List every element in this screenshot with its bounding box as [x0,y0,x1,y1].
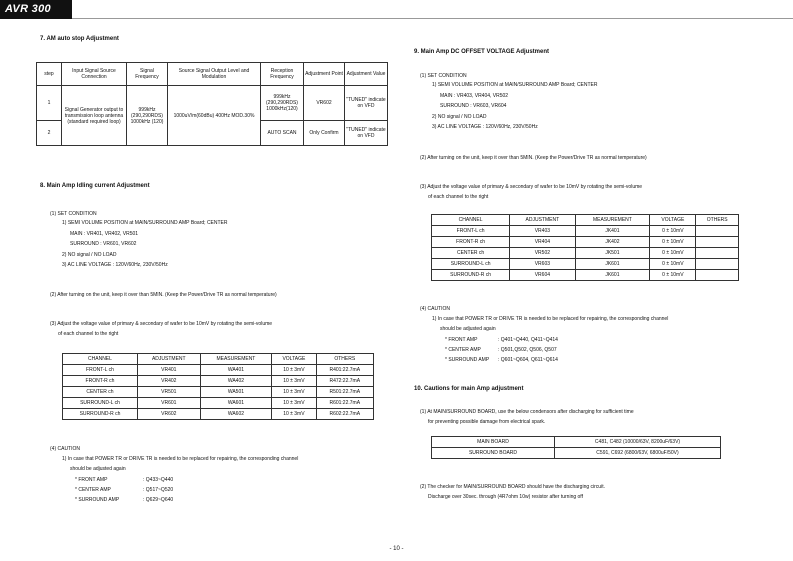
table-row [432,248,739,259]
amp-item-name: * SURROUND AMP [75,497,120,503]
cell-board: MAIN BOARD [432,437,555,448]
cell-capacitors: C481, C482 (10000/63V, 8200uF/63V) [555,437,721,448]
cell-voltage: 10 ± 3mV [272,398,316,409]
condition-2: 2) NO signal / NO LOAD [432,114,487,120]
cell-reception: 999kHz (290,290RDS) 1000kHz(120) [261,86,304,121]
cell-voltage: 10 ± 3mV [272,376,316,387]
table-row [63,365,374,376]
col-step: step [37,63,62,86]
cell-adjustment: VR502 [510,248,575,259]
amp-item-value: : Q517~Q520 [143,487,174,493]
cell-voltage: 0 ± 10mV [650,270,696,281]
step-2-text: (2) After turning on the unit, keep it over than 5MIN. (Keep the Power/Drive TR as normal temperature) [50,292,277,298]
cell-channel: SURROUND-R ch [63,409,138,420]
step-3-text: (3) Adjust the voltage value of primary & secondary of wafer to be 10mV by rotating the semi-volume [420,184,643,190]
section-7-title: 7. AM auto stop Adjustment [40,36,119,42]
cell-measurement: JK601 [575,259,650,270]
caution-p1: (1) At MAIN/SURROUND BOARD, use the below condensors after discharging for sufficient time [420,409,634,415]
cell-channel: FRONT-R ch [432,237,510,248]
col-voltage: VOLTAGE [650,215,696,226]
table-row [432,270,739,281]
step-2-text: (2) After turning on the unit, keep it over than 5MIN. (Keep the Power/Drive TR as normal temperature) [420,155,647,161]
cell-measurement: WA402 [200,376,272,387]
cell-measurement: JK402 [575,237,650,248]
cell-step: 1 [37,86,62,121]
cell-voltage: 0 ± 10mV [650,248,696,259]
table-row [63,387,374,398]
amp-item-name: * SURROUND AMP [445,357,490,363]
cell-others: R601:22.7mA [316,398,373,409]
cell-channel: FRONT-L ch [63,365,138,376]
condition-1: 1) SEMI VOLUME POSITION at MAIN/SURROUND AMP Board; CENTER [432,82,598,88]
condition-3: 3) AC LINE VOLTAGE : 120V/60Hz, 230V/50Hz [432,124,538,130]
step-3-text-cont: of each channel to the right [428,194,489,200]
cell-channel: CENTER ch [432,248,510,259]
caution-heading: (4) CAUTION [50,446,80,452]
amp-item-name: * CENTER AMP [445,347,481,353]
table-row [63,376,374,387]
model-name: AVR 300 [5,3,51,15]
col-adjustment: ADJUSTMENT [510,215,575,226]
section-10-title: 10. Cautions for main Amp adjustment [414,386,524,392]
col-others: OTHERS [696,215,739,226]
table-row [63,409,374,420]
caution-1-cont: should be adjusted again [70,466,126,472]
cell-voltage: 0 ± 10mV [650,259,696,270]
set-condition-heading: (1) SET CONDITION [420,73,467,79]
amp-item-name: * FRONT AMP [75,477,108,483]
capacitor-table [431,436,721,459]
cell-voltage: 0 ± 10mV [650,226,696,237]
cell-voltage: 10 ± 3mV [272,409,316,420]
cell-measurement: WA401 [200,365,272,376]
cell-adjustment: VR404 [510,237,575,248]
caution-1-cont: should be adjusted again [440,326,496,332]
table-row [432,226,739,237]
condition-2: 2) NO signal / NO LOAD [62,252,117,258]
table-row [432,437,721,448]
cell-voltage: 10 ± 3mV [272,387,316,398]
amp-item-value: : Q501,Q502, Q506, Q507 [498,347,557,353]
amp-item-value: : Q601~Q604, Q611~Q614 [498,357,558,363]
condition-main: MAIN : VR401, VR402, VR501 [70,231,139,237]
condition-surround: SURROUND : VR601, VR602 [70,241,137,247]
step-3-text: (3) Adjust the voltage value of primary & secondary of wafer to be 10mV by rotating the semi-volume [50,321,273,327]
col-connection: Input Signal Source Connection [62,63,127,86]
col-level: Source Signal Output Level and Modulation [168,63,261,86]
col-frequency: Signal Frequency [127,63,168,86]
col-others: OTHERS [316,354,373,365]
col-reception: Reception Frequency [261,63,304,86]
cell-others [696,259,739,270]
caution-p2: (2) The checker for MAIN/SURROUND BOARD should have the discharging circuit. [420,484,605,490]
cell-step: 2 [37,121,62,146]
page-number: - 10 - [389,546,404,552]
cell-others [696,248,739,259]
cell-value: "TUNED" indicate on VFD [345,121,388,146]
col-value: Adjustment Value [345,63,388,86]
cell-adjustment: VR602 [137,409,200,420]
col-adjustment: ADJUSTMENT [137,354,200,365]
table-row [37,86,388,121]
col-measurement: MEASUREMENT [200,354,272,365]
cell-board: SURROUND BOARD [432,448,555,459]
caution-heading: (4) CAUTION [420,306,450,312]
table-header-row [432,215,739,226]
cell-capacitors: C591, C692 (6800/63V, 6800uF/50V) [555,448,721,459]
cell-channel: SURROUND-L ch [432,259,510,270]
cell-voltage: 10 ± 3mV [272,365,316,376]
cell-channel: SURROUND-R ch [432,270,510,281]
col-point: Adjustment Point [304,63,345,86]
model-header-badge [0,0,72,19]
header-rule [72,18,793,19]
cell-others [696,270,739,281]
caution-p2-cont: Discharge over 30sec. through (4R7ohm 10w) resistor after turning off [428,494,583,500]
am-autostop-table [36,62,388,146]
cell-channel: FRONT-R ch [63,376,138,387]
cell-measurement: WA602 [200,409,272,420]
caution-1: 1) In case that POWER TR or DRIVE TR is needed to be replaced for repairing, the corresponding channel [62,456,299,462]
cell-measurement: JK401 [575,226,650,237]
cell-modulation: 1000uV/m(60dBu) 400Hz MOD.30% [168,86,261,146]
amp-item-name: * CENTER AMP [75,487,111,493]
cell-measurement: WA601 [200,398,272,409]
cell-connection: Signal Generator output to transmission loop antenna (standard required loop) [62,86,127,146]
amp-item-value: : Q629~Q640 [143,497,174,503]
condition-surround: SURROUND : VR603, VR604 [440,103,507,109]
cell-others: R602:22.7mA [316,409,373,420]
table-row [63,398,374,409]
cell-channel: FRONT-L ch [432,226,510,237]
cell-others [696,226,739,237]
cell-point: Only Confirm [304,121,345,146]
condition-main: MAIN : VR403, VR404, VR502 [440,93,509,99]
cell-frequency: 999kHz (290,290RDS) 1000kHz (120) [127,86,168,146]
cell-adjustment: VR402 [137,376,200,387]
col-voltage: VOLTAGE [272,354,316,365]
cell-adjustment: VR401 [137,365,200,376]
cell-others: R472:22.7mA [316,376,373,387]
amp-item-value: : Q433~Q440 [143,477,174,483]
cell-voltage: 0 ± 10mV [650,237,696,248]
cell-others: R501:22.7mA [316,387,373,398]
section-8-title: 8. Main Amp Idling current Adjustment [40,183,150,189]
amp-item-value: : Q401~Q440, Q411~Q414 [498,337,558,343]
table-row [432,448,721,459]
table-header-row [63,354,374,365]
cell-measurement: JK601 [575,270,650,281]
cell-channel: SURROUND-L ch [63,398,138,409]
cell-value: "TUNED" indicate on VFD [345,86,388,121]
cell-adjustment: VR604 [510,270,575,281]
table-header-row [37,63,388,86]
idling-current-table [62,353,374,420]
section-9-title: 9. Main Amp DC OFFSET VOLTAGE Adjustment [414,49,550,55]
cell-others [696,237,739,248]
cell-channel: CENTER ch [63,387,138,398]
amp-item-name: * FRONT AMP [445,337,478,343]
table-row [432,237,739,248]
caution-p1-cont: for preventing possible damage from electrical spark. [428,419,546,425]
cell-point: VR602 [304,86,345,121]
cell-measurement: WA501 [200,387,272,398]
cell-reception: AUTO SCAN [261,121,304,146]
dc-offset-table [431,214,739,281]
cell-others: R401:22.7mA [316,365,373,376]
cell-adjustment: VR403 [510,226,575,237]
condition-1: 1) SEMI VOLUME POSITION at MAIN/SURROUND AMP Board; CENTER [62,220,228,226]
cell-measurement: JK501 [575,248,650,259]
table-row [432,259,739,270]
set-condition-heading: (1) SET CONDITION [50,211,97,217]
step-3-text-cont: of each channel to the right [58,331,119,337]
cell-adjustment: VR501 [137,387,200,398]
col-measurement: MEASUREMENT [575,215,650,226]
cell-adjustment: VR601 [137,398,200,409]
caution-1: 1) In case that POWER TR or DRIVE TR is needed to be replaced for repairing, the corresponding channel [432,316,669,322]
col-channel: CHANNEL [63,354,138,365]
condition-3: 3) AC LINE VOLTAGE : 120V/60Hz, 230V/50Hz [62,262,168,268]
col-channel: CHANNEL [432,215,510,226]
cell-adjustment: VR603 [510,259,575,270]
